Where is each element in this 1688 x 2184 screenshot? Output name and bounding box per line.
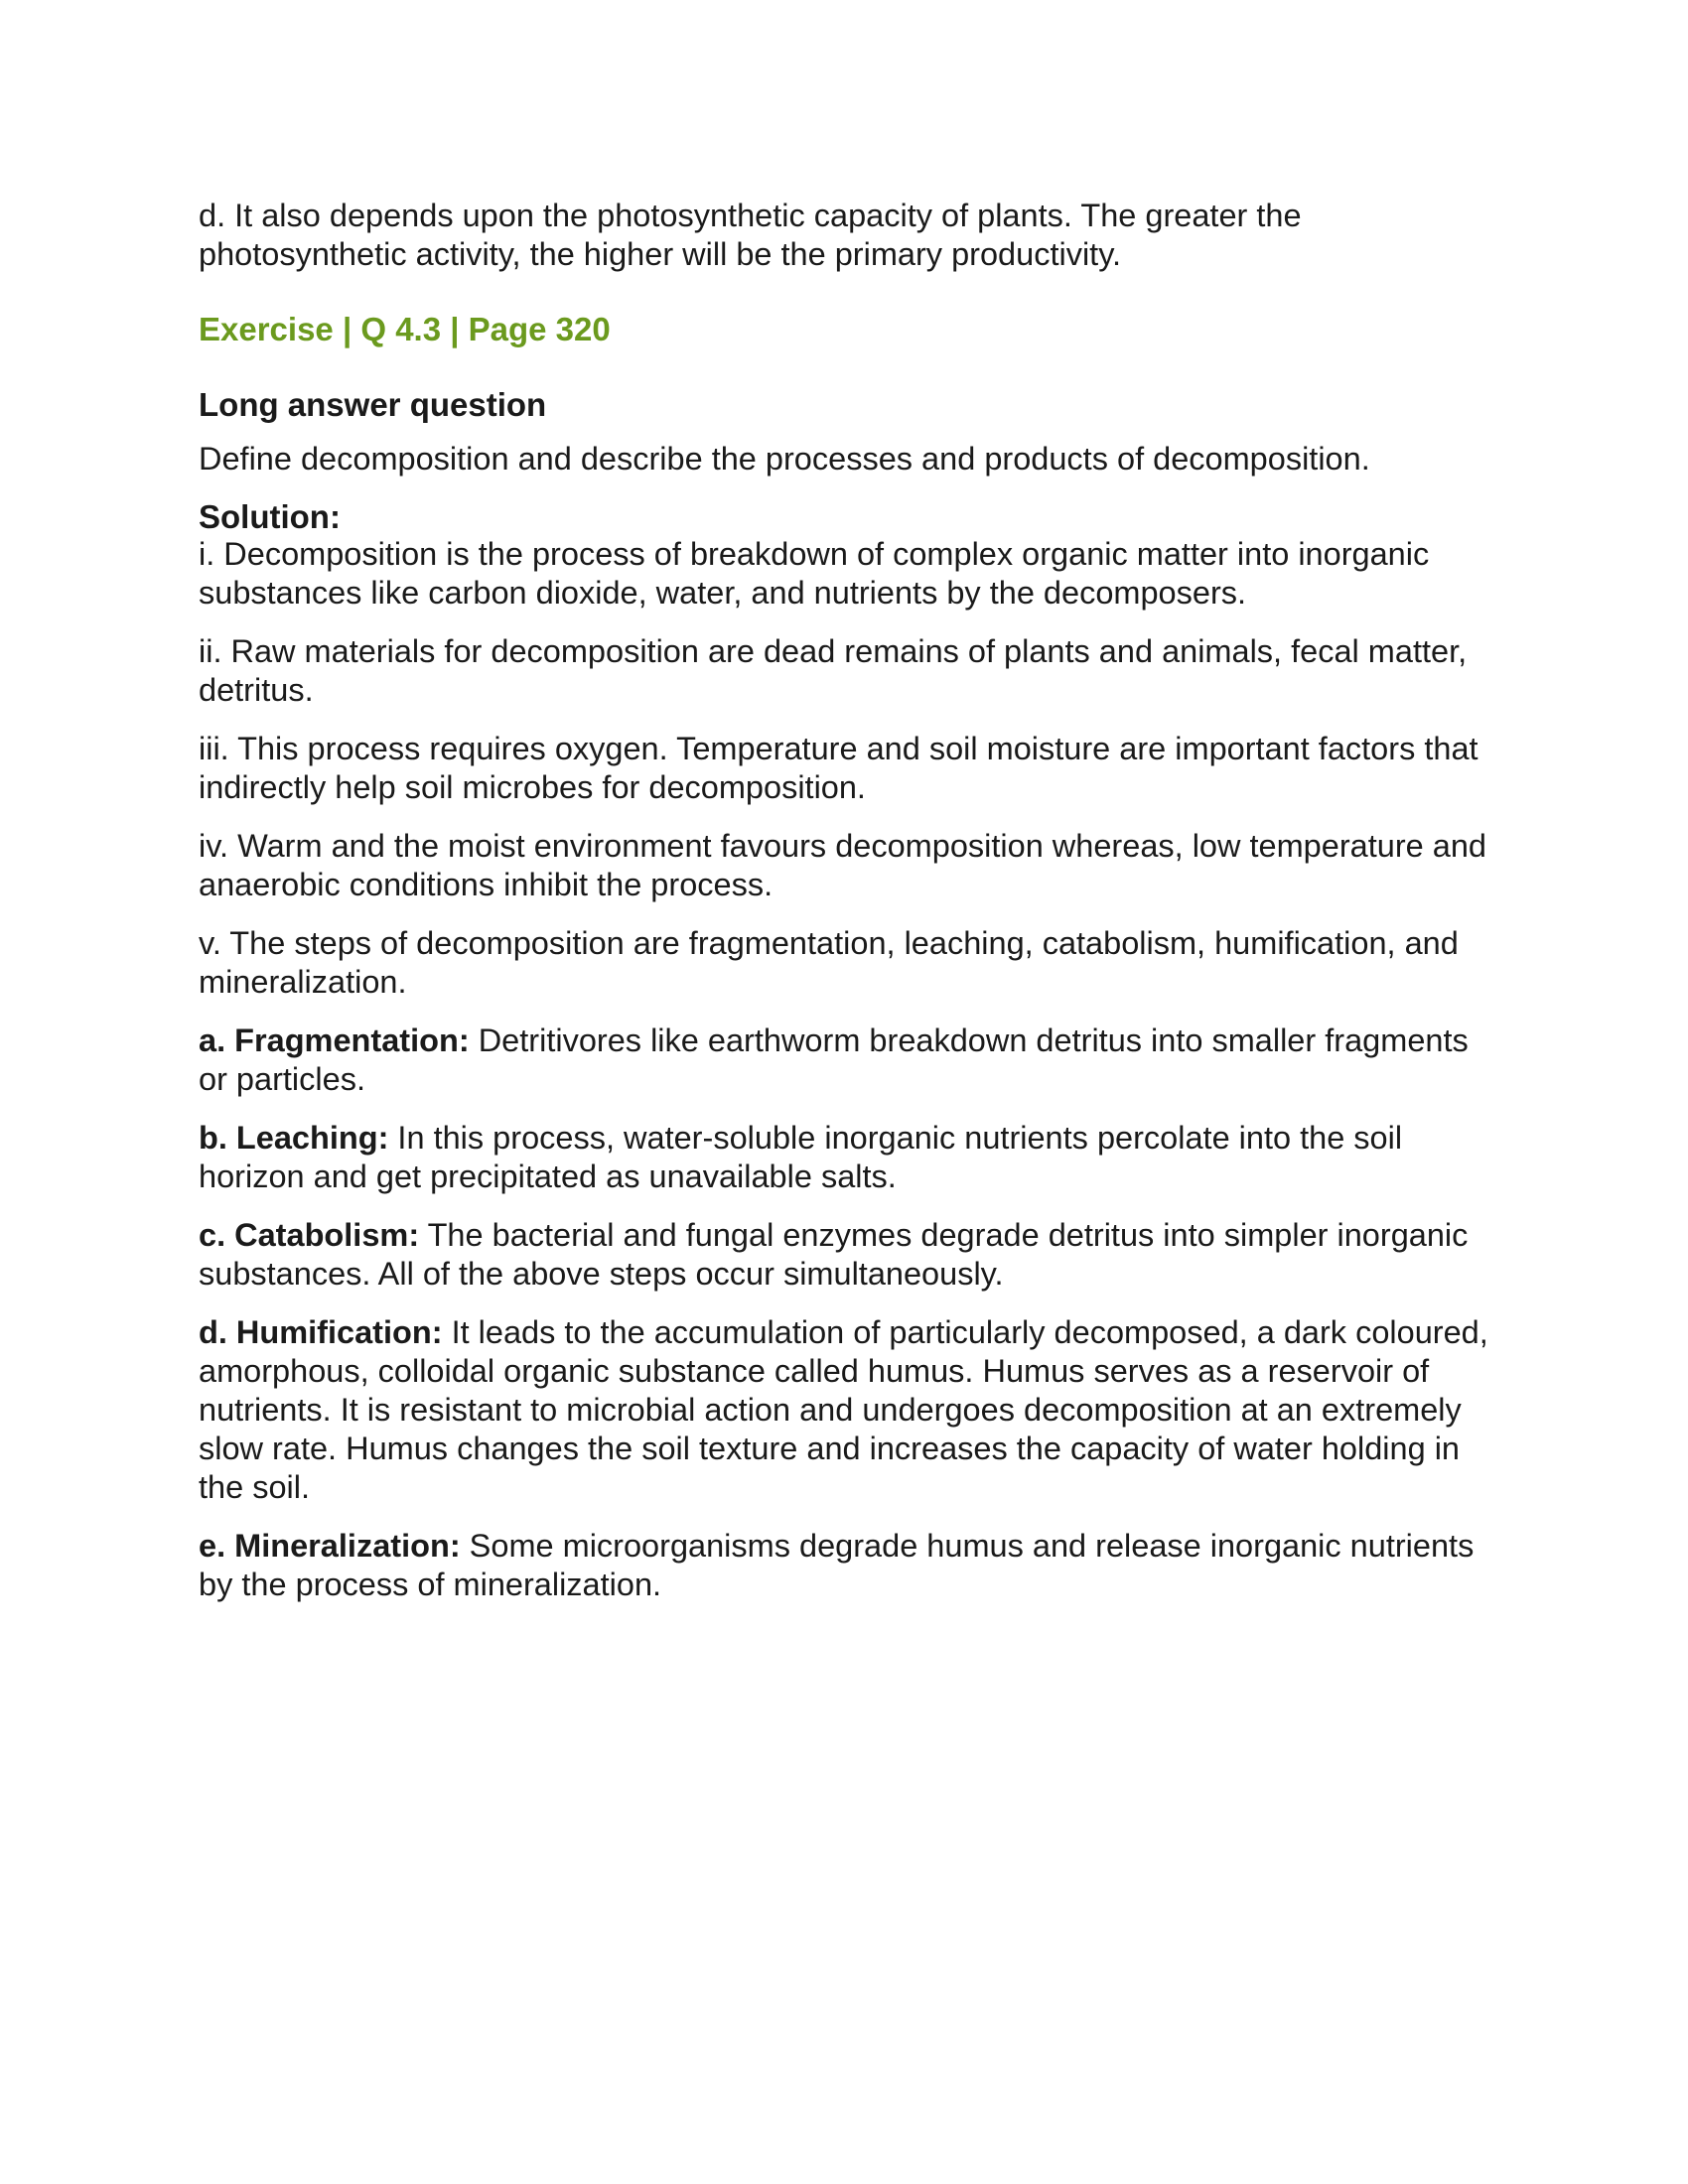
question-type-label: Long answer question [199, 386, 547, 423]
step-leaching [199, 1119, 1489, 1196]
step-text-humification: It leads to the accumulation of particularly decomposed, a dark coloured, amorphous, colloidal organic substance called humus. Humus serves as a reservoir of nutrients. It is resistant to microbial action and undergoes decomposition at an extremely slow rate. Humus changes the soil texture and increases the capacity of water holding in the soil. [199, 1314, 1488, 1505]
question-text: Define decomposition and describe the processes and products of decomposition. [199, 441, 1370, 477]
solution-point-i: i. Decomposition is the process of breakdown of complex organic matter into inorganic substances like carbon dioxide, water, and nutrients by the decomposers. [199, 536, 1430, 611]
solution-point-v: v. The steps of decomposition are fragmentation, leaching, catabolism, humification, and mineralization. [199, 925, 1459, 1000]
step-catabolism [199, 1216, 1489, 1294]
step-text-mineralization: Some microorganisms degrade humus and release inorganic nutrients by the process of mineralization. [199, 1528, 1475, 1602]
solution-point-iii: iii. This process requires oxygen. Temperature and soil moisture are important factors that indirectly help soil microbes for decomposition. [199, 731, 1478, 805]
step-text-fragmentation: Detritivores like earthworm breakdown detritus into smaller fragments or particles. [199, 1023, 1469, 1097]
document-page [199, 197, 1489, 1624]
solution-point-ii: ii. Raw materials for decomposition are dead remains of plants and animals, fecal matter, detritus. [199, 633, 1468, 708]
solution-label: Solution: [199, 498, 341, 535]
step-term-humification: d. Humification: [199, 1314, 443, 1350]
step-humification [199, 1313, 1489, 1507]
step-term-fragmentation: a. Fragmentation: [199, 1023, 470, 1058]
step-fragmentation [199, 1022, 1489, 1099]
exercise-heading: Exercise | Q 4.3 | Page 320 [199, 311, 611, 347]
step-mineralization [199, 1527, 1489, 1604]
intro-paragraph: d. It also depends upon the photosynthetic capacity of plants. The greater the photosynthetic activity, the higher will be the primary productivity. [199, 198, 1302, 272]
step-term-mineralization: e. Mineralization: [199, 1528, 461, 1564]
step-term-catabolism: c. Catabolism: [199, 1217, 420, 1253]
step-text-leaching: In this process, water-soluble inorganic nutrients percolate into the soil horizon and get precipitated as unavailable salts. [199, 1120, 1403, 1194]
solution-point-iv: iv. Warm and the moist environment favours decomposition whereas, low temperature and anaerobic conditions inhibit the process. [199, 828, 1486, 902]
solution-body [199, 535, 1489, 1604]
step-text-catabolism: The bacterial and fungal enzymes degrade detritus into simpler inorganic substances. All of the above steps occur simultaneously. [199, 1217, 1469, 1292]
step-term-leaching: b. Leaching: [199, 1120, 389, 1156]
